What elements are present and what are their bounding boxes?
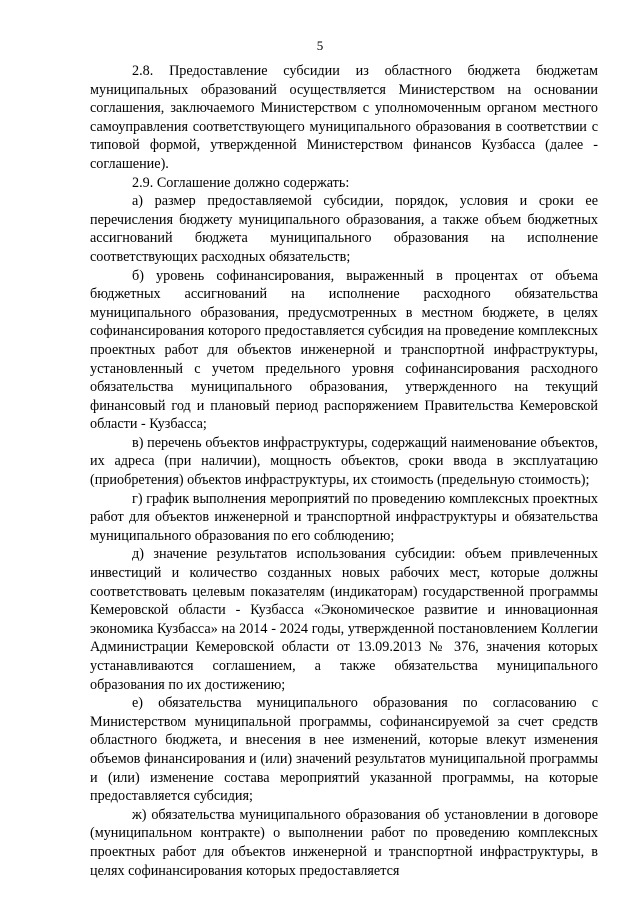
paragraph-item-e: е) обязательства муниципального образования по согласованию с Министерством муниципальной программы, софинансируемой за счет средств областного бюджета, и внесения в нее изменений, которые влекут изменения объемов финансирования и (или) значений результатов муниципальной программы и (или) изменение состава мероприятий указанной программы, на которые предоставляется субсидия; xyxy=(90,695,598,805)
paragraph-2-9: 2.9. Соглашение должно содержать: xyxy=(132,174,350,191)
paragraph-2-8: 2.8. Предоставление субсидии из областного бюджета бюджетам муниципальных образований осуществляется Министерством на основании соглашения, заключаемого Министерством с уполномоченным органом местного самоуправления соответствующего муниципального образования в соответствии с типовой формой, утвержденной Министерством финансов Кузбасса (далее - соглашение). xyxy=(90,63,598,172)
paragraph-item-d: д) значение результатов использования субсидии: объем привлеченных инвестиций и количество созданных новых рабочих мест, которые должны соответствовать целевым показателям (индикаторам) государственной программы Кемеровской области - Кузбасса «Экономическое развитие и инновационная экономика Кузбасса» на 2014 - 2024 годы, утвержденной постановлением Коллегии Администрации Кемеровской области от 13.09.2013 № 376, значения которых устанавливаются соглашением, а также обязательства муниципального образования по их достижению; xyxy=(90,546,598,693)
paragraph-item-zh: ж) обязательства муниципального образования об установлении в договоре (муниципальном контракте) о выполнении работ по проведению комплексных проектных работ для объектов инженерной и транспортной инфраструктуры, в целях софинансирования которых предоставляется xyxy=(90,806,598,879)
paragraph-item-a: а) размер предоставляемой субсидии, порядок, условия и сроки ее перечисления бюджету муниципального образования, а также объем бюджетных ассигнований бюджета муниципального образования на исполнение соответствующих расходных обязательств; xyxy=(90,193,598,265)
paragraph-item-g: г) график выполнения мероприятий по проведению комплексных проектных работ для объектов инженерной и транспортной инфраструктуры и обязательства муниципального образования по его соблюдению; xyxy=(90,490,598,544)
document-body xyxy=(90,62,598,880)
page-number: 5 xyxy=(316,38,324,53)
paragraph-item-v: в) перечень объектов инфраструктуры, содержащий наименование объектов, их адреса (при наличии), мощность объектов, сроки ввода в эксплуатацию (приобретения) объектов инфраструктуры, их стоимость (предельную стоимость); xyxy=(90,434,598,489)
paragraph-item-b: б) уровень софинансирования, выраженный в процентах от объема бюджетных ассигнований на исполнение расходного обязательства муниципального образования, предусмотренных в местном бюджете, в целях софинансирования которого предоставляется субсидия на проведение комплексных проектных работ для объектов инженерной и транспортной инфраструктуры, установленный с учетом предельного уровня софинансирования расходного обязательства муниципального образования, утвержденного на текущий финансовый год и плановый период распоряжением Правительства Кемеровской области - Кузбасса; xyxy=(90,267,598,433)
